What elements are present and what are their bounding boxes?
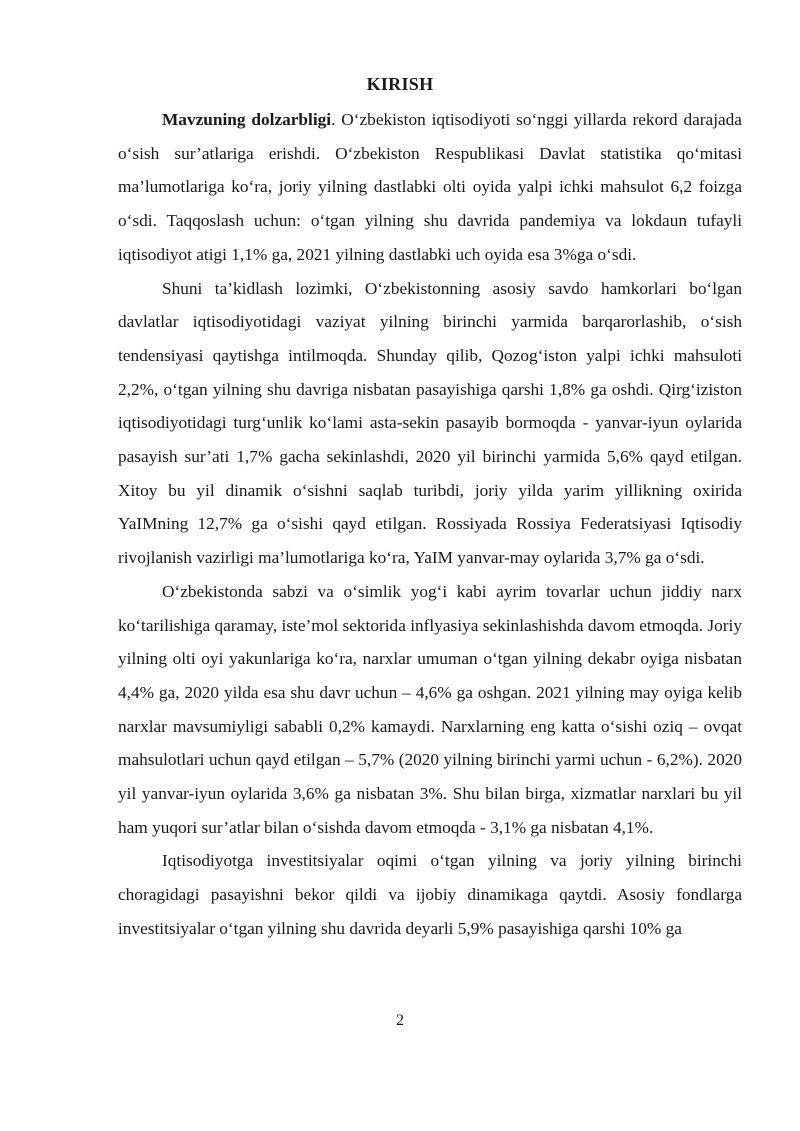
paragraph-inflation: O‘zbekistonda sabzi va o‘simlik yog‘i kabi ayrim tovarlar uchun jiddiy narx ko‘tarilishiga qaramay, iste’mol sektorida inflyasiya sekinlashishda davom etmoqda. Joriy yilning olti oyi yakunlariga ko‘ra, narxlar umuman o‘tgan yilning dekabr oyiga nisbatan 4,4% ga, 2020 yilda esa shu davr uchun – 4,6% ga oshgan. 2021 yilning may oyiga kelib narxlar mavsumiyligi sababli 0,2% kamaydi. Narxlarning eng katta o‘sishi oziq – ovqat mahsulotlari uchun qayd etilgan – 5,7% (2020 yilning birinchi yarmi uchun - 6,2%). 2020 yil yanvar-iyun oylarida 3,6% ga nisbatan 3%. Shu bilan birga, xizmatlar narxlari bu yil ham yuqori sur’atlar bilan o‘sishda davom etmoqda - 3,1% ga nisbatan 4,1%.: [118, 581, 742, 837]
body-text: [118, 103, 742, 946]
paragraph-investment: Iqtisodiyotga investitsiyalar oqimi o‘tgan yilning va joriy yilning birinchi choragidagi pasayishni bekor qildi va ijobiy dinamikaga qaytdi. Asosiy fondlarga investitsiyalar o‘tgan yilning shu davrida deyarli 5,9% pasayishiga qarshi 10% ga: [118, 851, 742, 938]
page-number: 2: [396, 1012, 404, 1029]
paragraph-text: . O‘zbekiston iqtisodiyoti so‘nggi yillarda rekord darajada o‘sish sur’atlariga erishdi. O‘zbekiston Respublikasi Davlat statistika qo‘mitasi ma’lumotlariga ko‘ra, joriy yilning dastlabki olti oyida yalpi ichki mahsulot 6,2 foizga o‘sdi. Taqqoslash uchun: o‘tgan yilning shu davrida pandemiya va lokdaun tufayli iqtisodiyot atigi 1,1% ga, 2021 yilning dastlabki uch oyida esa 3%ga o‘sdi.: [118, 110, 742, 264]
paragraph-trade-partners: Shuni ta’kidlash lozimki, O‘zbekistonning asosiy savdo hamkorlari bo‘lgan davlatlar iqtisodiyotidagi vaziyat yilning birinchi yarmida barqarorlashib, o‘sish tendensiyasi qaytishga intilmoqda. Shunday qilib, Qozog‘iston yalpi ichki mahsuloti 2,2%, o‘tgan yilning shu davriga nisbatan pasayishiga qarshi 1,8% ga oshdi. Qirg‘iziston iqtisodiyotidagi turg‘unlik ko‘lami asta-sekin pasayib bormoqda - yanvar-iyun oylarida pasayish sur’ati 1,7% gacha sekinlashdi, 2020 yil birinchi yarmida 5,6% qayd etilgan. Xitoy bu yil dinamik o‘sishni saqlab turibdi, joriy yilda yarim yillikning oxirida YaIMning 12,7% ga o‘sishi qayd etilgan. Rossiyada Rossiya Federatsiyasi Iqtisodiy rivojlanish vazirligi ma’lumotlariga ko‘ra, YaIM yanvar-may oylarida 3,7% ga o‘sdi.: [118, 278, 742, 568]
paragraph-relevance: [118, 103, 742, 272]
paragraph-lead: Mavzuning dolzarbligi: [162, 110, 332, 129]
section-heading: KIRISH: [366, 74, 434, 94]
